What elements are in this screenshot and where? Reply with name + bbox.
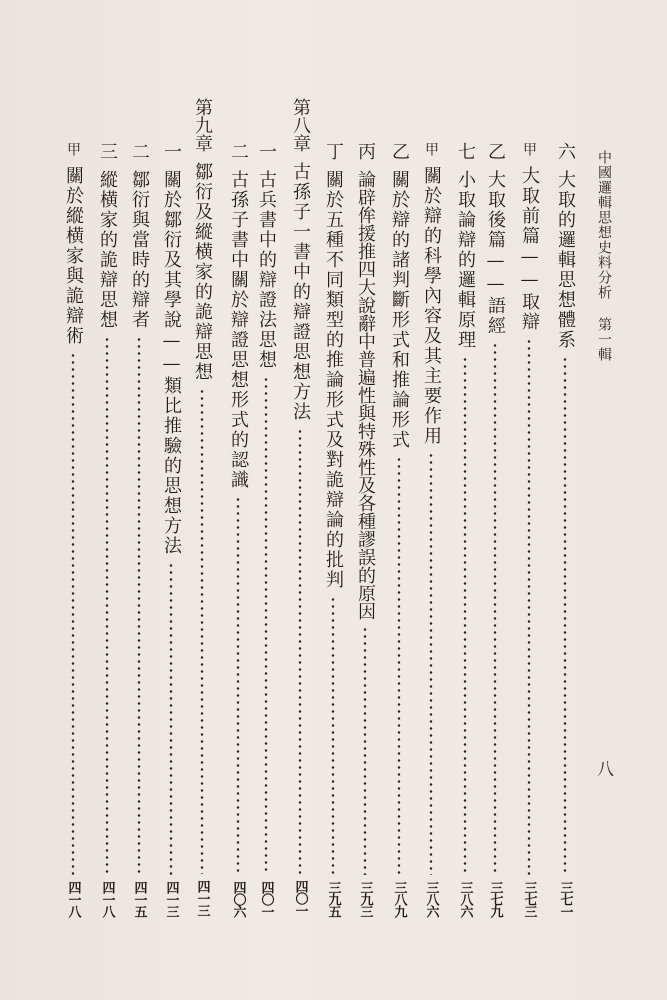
toc-chapter xyxy=(189,98,215,916)
leader-dots xyxy=(352,626,378,875)
entry-page: 四一八 xyxy=(99,881,115,917)
entry-title: 鄒衍與當時的辯者 xyxy=(129,170,150,330)
leader-dots xyxy=(516,338,542,875)
entry-page: 三八九 xyxy=(391,881,407,917)
toc-entry xyxy=(253,142,279,917)
entry-label: 丙 xyxy=(355,142,376,160)
entry-page: 三七九 xyxy=(487,881,503,917)
toc-entry xyxy=(386,142,412,917)
entry-title: 關於辯的諸判斷形式和推論形式 xyxy=(389,170,410,450)
entry-label: 丁 xyxy=(323,142,344,160)
running-header: 中國邏輯思想史料分析 第一輯 xyxy=(596,150,612,362)
leader-dots xyxy=(158,562,184,875)
entry-page: 四〇一 xyxy=(292,880,308,916)
entry-label: 一 xyxy=(256,142,277,160)
entry-title: 大取後篇——語經 xyxy=(485,170,506,336)
entry-label: 甲 xyxy=(65,142,81,156)
entry-page: 三九五 xyxy=(325,881,341,917)
page-number: 八 xyxy=(593,760,613,777)
leader-dots xyxy=(253,376,279,875)
entry-title: 論辟侔援推四大說辭中普遍性與特殊性及各種謬誤的原因 xyxy=(355,170,376,620)
toc-entry xyxy=(126,142,152,917)
toc-entry xyxy=(452,142,478,917)
entry-title: 關於縱横家與詭辯術 xyxy=(63,166,84,346)
toc-entry xyxy=(225,142,251,917)
toc-entry xyxy=(516,142,542,917)
entry-page: 三九三 xyxy=(357,881,373,917)
toc-entry xyxy=(320,142,346,917)
chapter-label: 第八章 xyxy=(290,98,311,152)
leader-dots xyxy=(189,388,215,874)
entry-page: 四一三 xyxy=(194,880,210,916)
entry-title: 關於五種不同類型的推論形式及對詭辯論的批判 xyxy=(323,170,344,590)
entry-page: 四〇六 xyxy=(230,881,246,917)
entry-label: 三 xyxy=(97,142,118,160)
chapter-title: 古孫子一書中的辯證思想方法 xyxy=(290,162,311,422)
leader-dots xyxy=(225,496,251,875)
entry-page: 三八六 xyxy=(423,881,439,917)
entry-label: 甲 xyxy=(521,142,537,156)
leader-dots xyxy=(126,336,152,875)
entry-title: 關於鄒衍及其學說——類比推驗的思想方法 xyxy=(161,170,182,556)
leader-dots xyxy=(94,336,120,875)
leader-dots xyxy=(418,452,444,875)
entry-label: 六 xyxy=(555,142,576,160)
toc-chapter xyxy=(287,98,313,916)
chapter-label: 第九章 xyxy=(192,98,213,152)
chapter-title: 鄒衍及縱横家的詭辯思想 xyxy=(192,162,213,382)
leader-dots xyxy=(452,356,478,875)
entry-label: 二 xyxy=(228,142,249,160)
leader-dots xyxy=(320,596,346,875)
entry-page: 四一五 xyxy=(131,881,147,917)
leader-dots xyxy=(60,352,86,875)
entry-title: 大取前篇——取辯 xyxy=(519,166,540,332)
entry-title: 小取論辯的邏輯原理 xyxy=(455,170,476,350)
entry-page: 三八六 xyxy=(457,881,473,917)
leader-dots xyxy=(386,456,412,875)
entry-page: 四〇一 xyxy=(258,881,274,917)
entry-label: 二 xyxy=(129,142,150,160)
entry-page: 四一八 xyxy=(65,881,81,917)
toc-entry xyxy=(352,142,378,917)
entry-title: 古孫子書中關於辯證思想形式的認識 xyxy=(228,170,249,490)
leader-dots xyxy=(552,356,578,875)
entry-label: 乙 xyxy=(389,142,410,160)
entry-title: 關於辯的科學內容及其主要作用 xyxy=(421,166,442,446)
toc-entry xyxy=(418,142,444,917)
entry-title: 古兵書中的辯證法思想 xyxy=(256,170,277,370)
leader-dots xyxy=(287,428,313,874)
entry-title: 縱横家的詭辯思想 xyxy=(97,170,118,330)
entry-label: 七 xyxy=(455,142,476,160)
toc-entry xyxy=(94,142,120,917)
toc-entry xyxy=(60,142,86,917)
entry-title: 大取的邏輯思想體系 xyxy=(555,170,576,350)
leader-dots xyxy=(482,342,508,875)
entry-label: 一 xyxy=(161,142,182,160)
entry-page: 三七三 xyxy=(521,881,537,917)
entry-label: 乙 xyxy=(485,142,506,160)
entry-page: 三七一 xyxy=(557,881,573,917)
toc-entry xyxy=(158,142,184,917)
toc-entry xyxy=(552,142,578,917)
toc-entry xyxy=(482,142,508,917)
entry-label: 甲 xyxy=(423,142,439,156)
entry-page: 四一三 xyxy=(163,881,179,917)
